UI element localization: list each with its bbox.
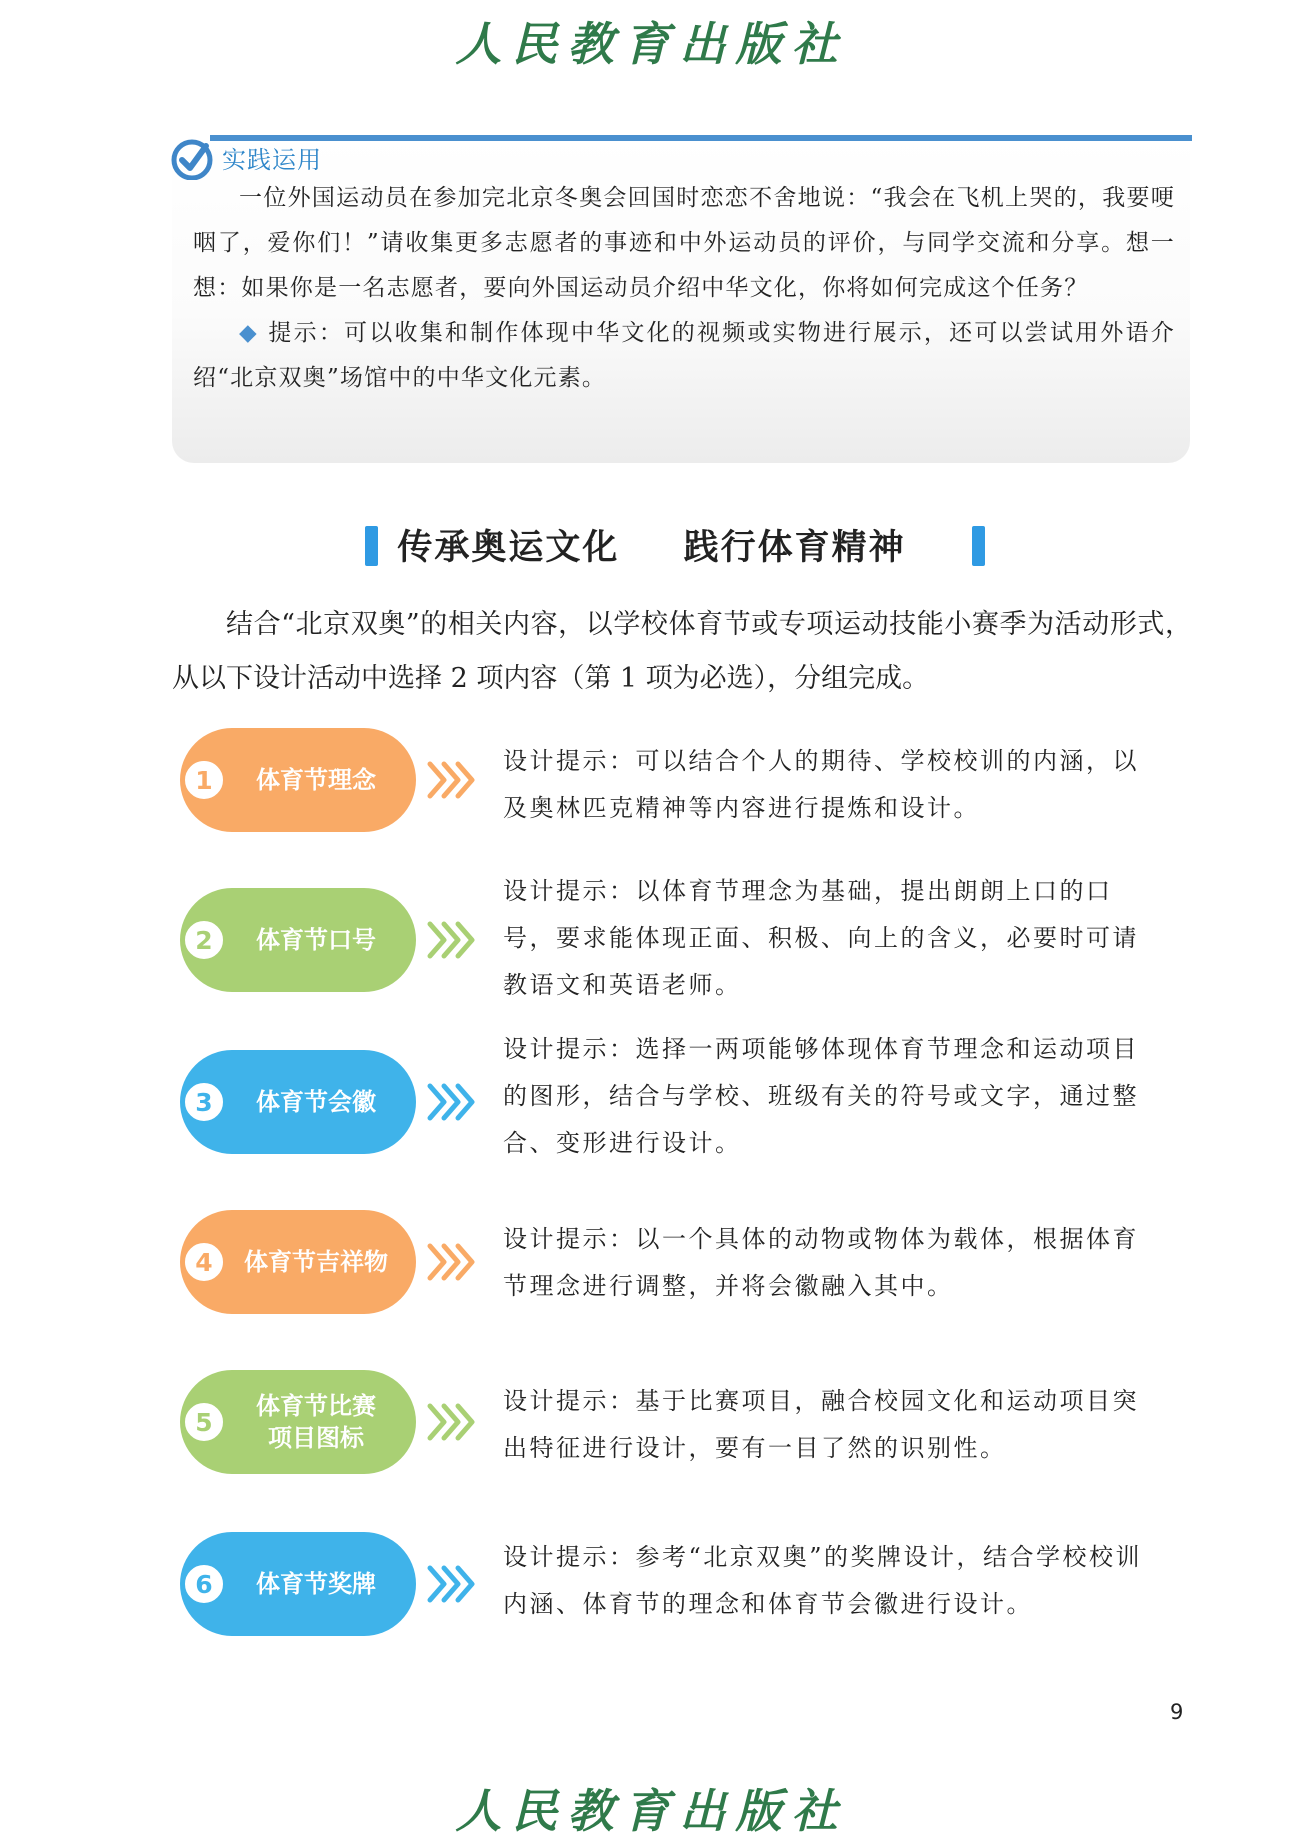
activity-number-3: 3 [185, 1083, 223, 1121]
activity-number-5: 5 [185, 1403, 223, 1441]
triple-chevron-right-icon [426, 1082, 478, 1122]
pencil-check-icon [170, 136, 214, 180]
page-number: 9 [1170, 1700, 1184, 1724]
activity-number-1: 1 [185, 761, 223, 799]
activity-description-6: 设计提示：参考“北京双奥”的奖牌设计，结合学校校训内涵、体育节的理念和体育节会徽进行设计。 [503, 1543, 1143, 1618]
activity-number-4: 4 [185, 1243, 223, 1281]
activity-label-6: 体育节奖牌 [256, 1570, 376, 1598]
triple-chevron-right-icon [426, 920, 478, 960]
activity-description-1: 设计提示：可以结合个人的期待、学校校训的内涵，以及奥林匹克精神等内容进行提炼和设计。 [503, 747, 1139, 822]
triple-chevron-right-icon [426, 760, 478, 800]
triple-chevron-right-icon [426, 1564, 478, 1604]
activity-number-2: 2 [185, 921, 223, 959]
activity-description-3: 设计提示：选择一两项能够体现体育节理念和运动项目的图形，结合与学校、班级有关的符号或文字，通过整合、变形进行设计。 [503, 1035, 1139, 1157]
triple-chevron-right-icon [426, 1242, 478, 1282]
activity-description-4: 设计提示：以一个具体的动物或物体为载体，根据体育节理念进行调整，并将会徽融入其中。 [503, 1225, 1139, 1300]
section-title: 传承奥运文化 践行体育精神 [397, 528, 906, 568]
section-intro-text: 结合“北京双奥”的相关内容，以学校体育节或专项运动技能小赛季为活动形式，从以下设计活动中选择 2 项内容（第 1 项为必选），分组完成。 [172, 609, 1192, 694]
practice-paragraph: 一位外国运动员在参加完北京冬奥会回国时恋恋不舍地说：“我会在飞机上哭的，我要哽咽了，爱你们！”请收集更多志愿者的事迹和中外运动员的评价，与同学交流和分享。想一想：如果你是一名志愿者，要向外国运动员介绍中华文化，你将如何完成这个任务？ [193, 185, 1175, 301]
publisher-watermark-top: 人民教育出版社 [455, 17, 848, 71]
section-intro [172, 598, 1192, 706]
practice-title: 实践运用 [222, 146, 322, 174]
activity-number-6: 6 [185, 1565, 223, 1603]
activity-label-2: 体育节口号 [256, 926, 376, 954]
publisher-watermark-bottom: 人民教育出版社 [455, 1784, 848, 1838]
practice-hint [193, 311, 1175, 401]
activity-label-5: 体育节比赛 项目图标 [256, 1392, 376, 1452]
practice-header-line [210, 135, 1192, 141]
activity-description-2: 设计提示：以体育节理念为基础，提出朗朗上口的口号，要求能体现正面、积极、向上的含义，必要时可请教语文和英语老师。 [503, 877, 1139, 999]
diamond-icon: ◆ [239, 320, 259, 346]
activity-label-4: 体育节吉祥物 [244, 1248, 388, 1276]
section-bar-left [365, 526, 378, 566]
activity-label-1: 体育节理念 [256, 766, 376, 794]
practice-text [193, 176, 1175, 401]
activity-description-5: 设计提示：基于比赛项目，融合校园文化和运动项目突出特征进行设计，要有一目了然的识别性。 [503, 1387, 1139, 1462]
section-bar-right [972, 526, 985, 566]
triple-chevron-right-icon [426, 1402, 478, 1442]
practice-hint-text: 提示：可以收集和制作体现中华文化的视频或实物进行展示，还可以尝试用外语介绍“北京双奥”场馆中的中华文化元素。 [193, 320, 1175, 391]
activity-label-3: 体育节会徽 [256, 1088, 376, 1116]
